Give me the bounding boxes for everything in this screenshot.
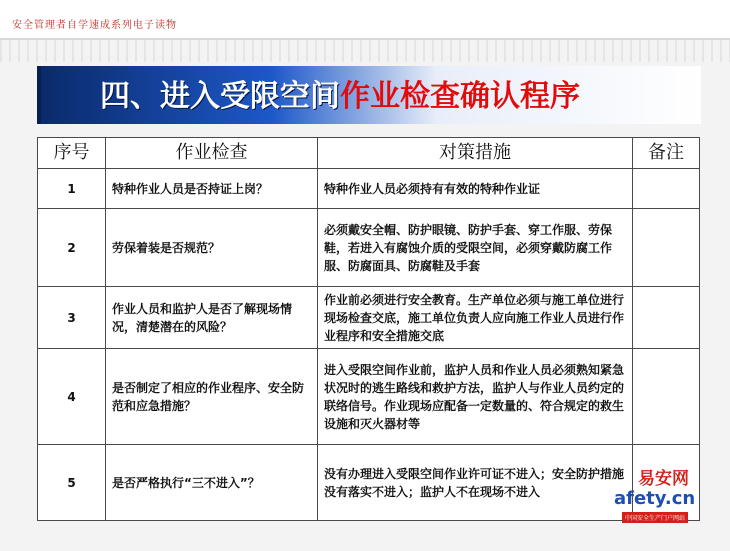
table-row xyxy=(38,209,700,287)
row-num: 5 xyxy=(38,445,106,521)
row-check: 是否严格执行“三不进入”？ xyxy=(106,445,318,521)
row-check: 劳保着装是否规范？ xyxy=(106,209,318,287)
header-cell-note: 备注 xyxy=(633,138,700,169)
row-num: 4 xyxy=(38,349,106,445)
row-num: 2 xyxy=(38,209,106,287)
row-check: 作业人员和监护人是否了解现场情况，清楚潜在的风险？ xyxy=(106,287,318,349)
row-measure: 没有办理进入受限空间作业许可证不进入；安全防护措施没有落实不进入；监护人不在现场不进入 xyxy=(318,445,633,521)
header-cell-check: 作业检查 xyxy=(106,138,318,169)
row-measure: 进入受限空间作业前，监护人员和作业人员必须熟知紧急状况时的逃生路线和救护方法，监护人与作业人员约定的联络信号。作业现场应配备一定数量的、符合规定的救生设施和灭火器材等 xyxy=(318,349,633,445)
row-measure: 作业前必须进行安全教育。生产单位必须与施工单位进行现场检查交底，施工单位负责人应向施工作业人员进行作业程序和安全措施交底 xyxy=(318,287,633,349)
row-measure: 必须戴安全帽、防护眼镜、防护手套、穿工作服、劳保鞋，若进入有腐蚀介质的受限空间，必须穿戴防腐工作服、防腐面具、防腐鞋及手套 xyxy=(318,209,633,287)
row-num: 1 xyxy=(38,169,106,209)
table-row xyxy=(38,445,700,521)
site-logo-watermark xyxy=(610,462,720,524)
slide-title-part2: 作业检查确认程序 xyxy=(340,79,580,114)
table-row xyxy=(38,169,700,209)
decorative-pattern-band xyxy=(0,40,730,62)
row-note xyxy=(633,209,700,287)
logo-tagline: 中国安全生产门户网站 xyxy=(622,512,688,523)
row-check: 特种作业人员是否持证上岗？ xyxy=(106,169,318,209)
table-row xyxy=(38,287,700,349)
row-note xyxy=(633,287,700,349)
row-note xyxy=(633,169,700,209)
table-header-row xyxy=(38,138,700,169)
table-row xyxy=(38,349,700,445)
row-note xyxy=(633,349,700,445)
top-header-bar xyxy=(0,0,730,40)
row-num: 3 xyxy=(38,287,106,349)
slide-title-part1: 四、进入受限空间 xyxy=(100,79,340,114)
logo-en-text: afety.cn xyxy=(614,488,696,509)
header-cell-num: 序号 xyxy=(38,138,106,169)
inspection-table xyxy=(37,137,700,521)
row-check: 是否制定了相应的作业程序、安全防范和应急措施？ xyxy=(106,349,318,445)
logo-cn-text: 易安网 xyxy=(638,469,689,489)
slide-title xyxy=(100,72,580,122)
header-cell-measure: 对策措施 xyxy=(318,138,633,169)
row-measure: 特种作业人员必须持有有效的特种作业证 xyxy=(318,169,633,209)
series-title: 安全管理者自学速成系列电子读物 xyxy=(12,20,177,31)
